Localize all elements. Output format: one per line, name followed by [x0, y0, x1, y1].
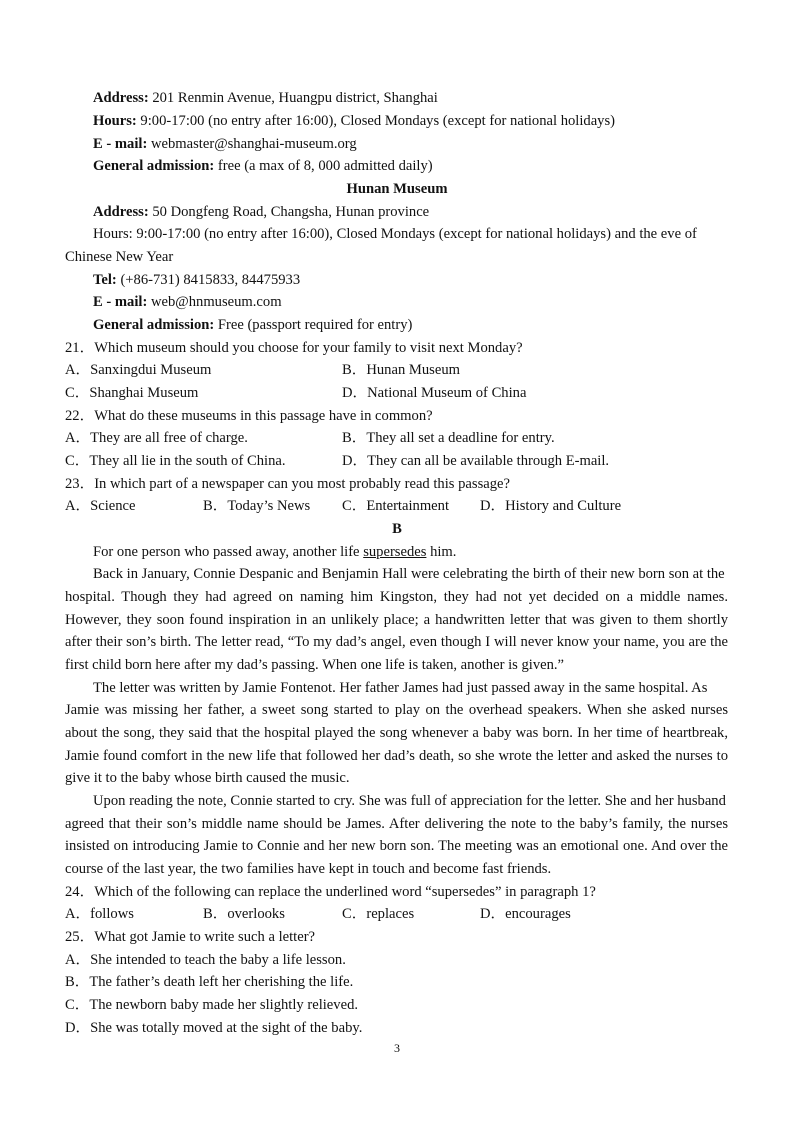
question-25-option-b: B．The father’s death left her cherishing the life.	[65, 974, 354, 990]
question-21-option-d: D．National Museum of China	[342, 385, 527, 401]
address-label: Address:	[93, 90, 149, 106]
section-b-title: B	[392, 521, 402, 537]
email-value: web@hnmuseum.com	[147, 294, 282, 310]
admission-label: General admission:	[93, 158, 215, 174]
passage-paragraph-2-line: However, they soon found inspiration in an unlikely place; a handwritten letter that was given to them shortly	[65, 612, 728, 628]
passage-paragraph-3-line: give it to the baby whose birth caused the music.	[65, 770, 350, 786]
hunan-tel	[93, 271, 300, 289]
passage-paragraph-3-line: Jamie was missing her father, a sweet song started to play on the overhead speakers. When she asked nurses	[65, 702, 728, 718]
tel-value: (+86-731) 8415833, 84475933	[116, 272, 301, 288]
question-25-option-d: D．She was totally moved at the sight of the baby.	[65, 1020, 363, 1036]
question-22-option-b: B．They all set a deadline for entry.	[342, 430, 555, 446]
passage-paragraph-3-line: Jamie found comfort in the new life that followed her dad’s death, so she wrote the letter and asked the nurses to	[65, 748, 728, 764]
question-24-option-a: A．follows	[65, 906, 134, 922]
passage-paragraph-1	[93, 543, 456, 561]
passage-paragraph-4-line: Upon reading the note, Connie started to cry. She was full of appreciation for the letter. She and her husband	[93, 793, 726, 809]
address-value: 201 Renmin Avenue, Huangpu district, Shanghai	[148, 90, 438, 106]
page-number: 3	[394, 1041, 400, 1055]
shanghai-admission	[93, 157, 433, 175]
passage-paragraph-2-line: first child born here after my dad’s passing. When one life is taken, another is given.”	[65, 657, 565, 673]
email-label: E - mail:	[93, 136, 148, 152]
question-24-option-c: C．replaces	[342, 906, 415, 922]
tel-label: Tel:	[93, 272, 117, 288]
shanghai-address	[93, 89, 438, 107]
p1-text-before: For one person who passed away, another life	[93, 544, 364, 560]
passage-paragraph-2-line: hospital. Though they had agreed on naming him Kingston, they had not yet decided on a middle names.	[65, 589, 728, 605]
passage-paragraph-3-line: The letter was written by Jamie Fontenot. Her father James had just passed away in the same hospital. As	[93, 680, 708, 696]
passage-paragraph-4-line: insisted on introducing Jamie to Connie and her new born son. The meeting was an emotional one. And over the	[65, 838, 728, 854]
question-23-option-b: B．Today’s News	[203, 498, 311, 514]
email-label: E - mail:	[93, 294, 148, 310]
question-22-stem: 22．What do these museums in this passage have in common?	[65, 408, 433, 424]
hours-label: Hours:	[93, 113, 137, 129]
admission-value: free (a max of 8, 000 admitted daily)	[214, 158, 433, 174]
question-24-option-d: D．encourages	[480, 906, 571, 922]
question-25-option-a: A．She intended to teach the baby a life lesson.	[65, 952, 346, 968]
admission-label: General admission:	[93, 317, 215, 333]
passage-paragraph-2-line: after their son’s birth. The letter read, “To my dad’s angel, even though I will never know your name, you are the	[65, 634, 728, 650]
passage-paragraph-4-line: course of the last year, the two families have kept in touch and become fast friends.	[65, 861, 552, 877]
question-25-option-c: C．The newborn baby made her slightly relieved.	[65, 997, 359, 1013]
passage-paragraph-2-line: Back in January, Connie Despanic and Benjamin Hall were celebrating the birth of their new born son at the	[93, 566, 725, 582]
hunan-email	[93, 293, 282, 311]
underlined-word: supersedes	[363, 544, 427, 560]
admission-value: Free (passport required for entry)	[214, 317, 413, 333]
hours-value: 9:00-17:00 (no entry after 16:00), Closed Mondays (except for national holidays)	[136, 113, 616, 129]
question-23-stem: 23．In which part of a newspaper can you most probably read this passage?	[65, 476, 510, 492]
hunan-museum-title: Hunan Museum	[346, 181, 448, 197]
hunan-admission	[93, 316, 412, 334]
question-23-option-d: D．History and Culture	[480, 498, 622, 514]
question-22-option-d: D．They can all be available through E-mail.	[342, 453, 610, 469]
email-value: webmaster@shanghai-museum.org	[147, 136, 357, 152]
question-21-stem: 21．Which museum should you choose for your family to visit next Monday?	[65, 340, 523, 356]
shanghai-email	[93, 135, 357, 153]
question-23-option-a: A．Science	[65, 498, 136, 514]
question-24-option-b: B．overlooks	[203, 906, 285, 922]
question-24-stem: 24．Which of the following can replace the underlined word “supersedes” in paragraph 1?	[65, 884, 596, 900]
address-label: Address:	[93, 204, 149, 220]
question-25-stem: 25．What got Jamie to write such a letter?	[65, 929, 316, 945]
question-21-option-a: A．Sanxingdui Museum	[65, 362, 212, 378]
question-22-option-a: A．They are all free of charge.	[65, 430, 248, 446]
passage-paragraph-3-line: about the song, they said that the hospital played the song whenever a baby was born. In her time of heartbreak,	[65, 725, 728, 741]
passage-paragraph-4-line: agreed that their son’s middle name should be James. After delivering the note to the baby’s family, the nurses	[65, 816, 728, 832]
question-22-option-c: C．They all lie in the south of China.	[65, 453, 286, 469]
shanghai-hours	[93, 112, 615, 130]
question-21-option-b: B．Hunan Museum	[342, 362, 460, 378]
address-value: 50 Dongfeng Road, Changsha, Hunan province	[148, 204, 430, 220]
hunan-address	[93, 203, 429, 221]
question-23-option-c: C．Entertainment	[342, 498, 449, 514]
p1-text-after: him.	[426, 544, 457, 560]
hunan-hours-line-2: Chinese New Year	[65, 249, 174, 265]
question-21-option-c: C．Shanghai Museum	[65, 385, 199, 401]
hunan-hours-line-1: Hours: 9:00-17:00 (no entry after 16:00), Closed Mondays (except for national holidays) and the eve of	[93, 226, 697, 242]
